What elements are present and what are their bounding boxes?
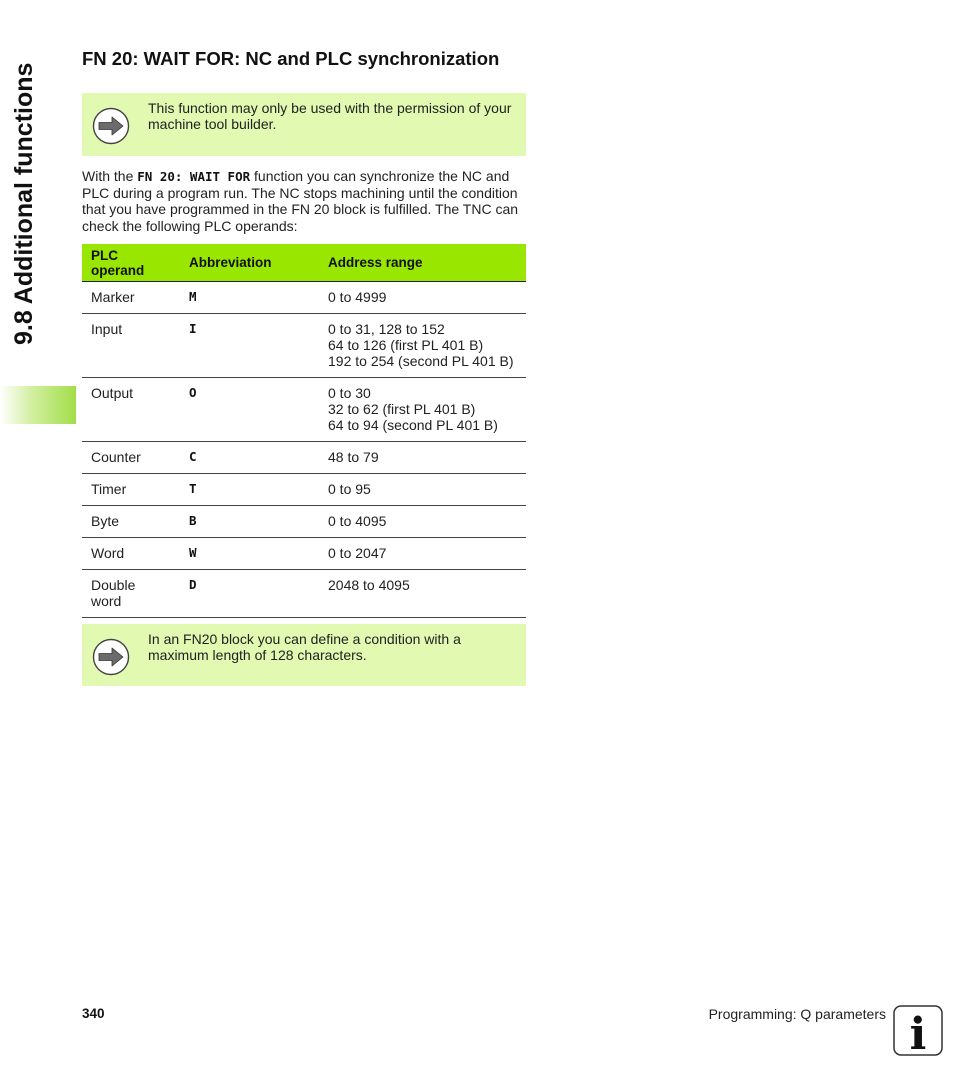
- header-address-range: Address range: [319, 244, 526, 282]
- address-range-line: 0 to 30: [328, 385, 371, 401]
- cell-abbreviation: D: [180, 570, 319, 618]
- operand-name: Byte: [91, 513, 120, 529]
- operand-name: Word: [91, 545, 125, 561]
- cell-address-range: [319, 474, 526, 506]
- operand-name: Input: [91, 321, 123, 337]
- info-glyph: i: [909, 1009, 927, 1056]
- cell-operand: [82, 570, 180, 618]
- address-range-line: 2048 to 4095: [328, 577, 410, 593]
- section-title-vertical: 9.8 Additional functions: [10, 62, 38, 345]
- cell-abbreviation: W: [180, 538, 319, 570]
- cell-operand: [82, 282, 180, 314]
- table-row: [82, 442, 526, 474]
- header-abbreviation: Abbreviation: [180, 244, 319, 282]
- intro-paragraph: [82, 168, 528, 234]
- address-range-line: 0 to 2047: [328, 545, 387, 561]
- address-range-line: 48 to 79: [328, 449, 379, 465]
- cell-address-range: [319, 506, 526, 538]
- table-header-row: [82, 244, 526, 282]
- cell-abbreviation: T: [180, 474, 319, 506]
- arrow-right-icon: [92, 107, 130, 145]
- address-range-line: 64 to 94 (second PL 401 B): [328, 417, 498, 433]
- table-row: [82, 570, 526, 618]
- cell-abbreviation: C: [180, 442, 319, 474]
- note-box-permission: [82, 93, 526, 156]
- cell-operand: [82, 442, 180, 474]
- cell-abbreviation: B: [180, 506, 319, 538]
- note-text: In an FN20 block you can define a condition with a maximum length of 128 characters.: [148, 631, 461, 663]
- intro-text-start: With the: [82, 168, 138, 184]
- table-row: [82, 282, 526, 314]
- table-row: [82, 474, 526, 506]
- chapter-tab-marker: [0, 386, 76, 424]
- cell-address-range: [319, 314, 526, 378]
- address-range-line: 32 to 62 (first PL 401 B): [328, 401, 476, 417]
- header-plc-operand-text: PLC operand: [91, 247, 145, 278]
- operand-name: Marker: [91, 289, 135, 305]
- cell-operand: [82, 378, 180, 442]
- operand-name: Counter: [91, 449, 141, 465]
- cell-address-range: [319, 442, 526, 474]
- operand-name: Double word: [91, 577, 136, 609]
- intro-text-end: function you can synchronize the NC and PLC during a program run. The NC stops machining until the condition that you have programmed in the FN 20 block is fulfilled. The TNC can check the following PLC operands:: [82, 168, 519, 234]
- address-range-line: 0 to 4999: [328, 289, 387, 305]
- plc-operands-table: [82, 244, 526, 618]
- note-box-condition-length: [82, 624, 526, 686]
- cell-address-range: [319, 282, 526, 314]
- cell-operand: [82, 506, 180, 538]
- page-title: FN 20: WAIT FOR: NC and PLC synchronization: [82, 48, 500, 69]
- cell-operand: [82, 474, 180, 506]
- operand-name: Output: [91, 385, 134, 401]
- cell-abbreviation: I: [180, 314, 319, 378]
- table-row: [82, 538, 526, 570]
- info-icon: [893, 1005, 943, 1056]
- operand-name: Timer: [91, 481, 127, 497]
- arrow-right-icon: [92, 638, 130, 676]
- intro-code: FN 20: WAIT FOR: [137, 169, 251, 184]
- table-row: [82, 314, 526, 378]
- address-range-line: 0 to 95: [328, 481, 371, 497]
- cell-address-range: [319, 570, 526, 618]
- address-range-line: 0 to 31, 128 to 152: [328, 321, 445, 337]
- address-range-line: 192 to 254 (second PL 401 B): [328, 353, 514, 369]
- cell-address-range: [319, 538, 526, 570]
- cell-abbreviation: O: [180, 378, 319, 442]
- address-range-line: 0 to 4095: [328, 513, 387, 529]
- cell-operand: [82, 538, 180, 570]
- address-range-line: 64 to 126 (first PL 401 B): [328, 337, 484, 353]
- cell-address-range: [319, 378, 526, 442]
- table-row: [82, 506, 526, 538]
- table-row: [82, 378, 526, 442]
- header-plc-operand: [82, 244, 180, 282]
- note-text: This function may only be used with the permission of your machine tool builder.: [148, 100, 512, 132]
- footer-chapter-title: Programming: Q parameters: [708, 1006, 886, 1022]
- cell-abbreviation: M: [180, 282, 319, 314]
- page-number: 340: [82, 1006, 105, 1021]
- cell-operand: [82, 314, 180, 378]
